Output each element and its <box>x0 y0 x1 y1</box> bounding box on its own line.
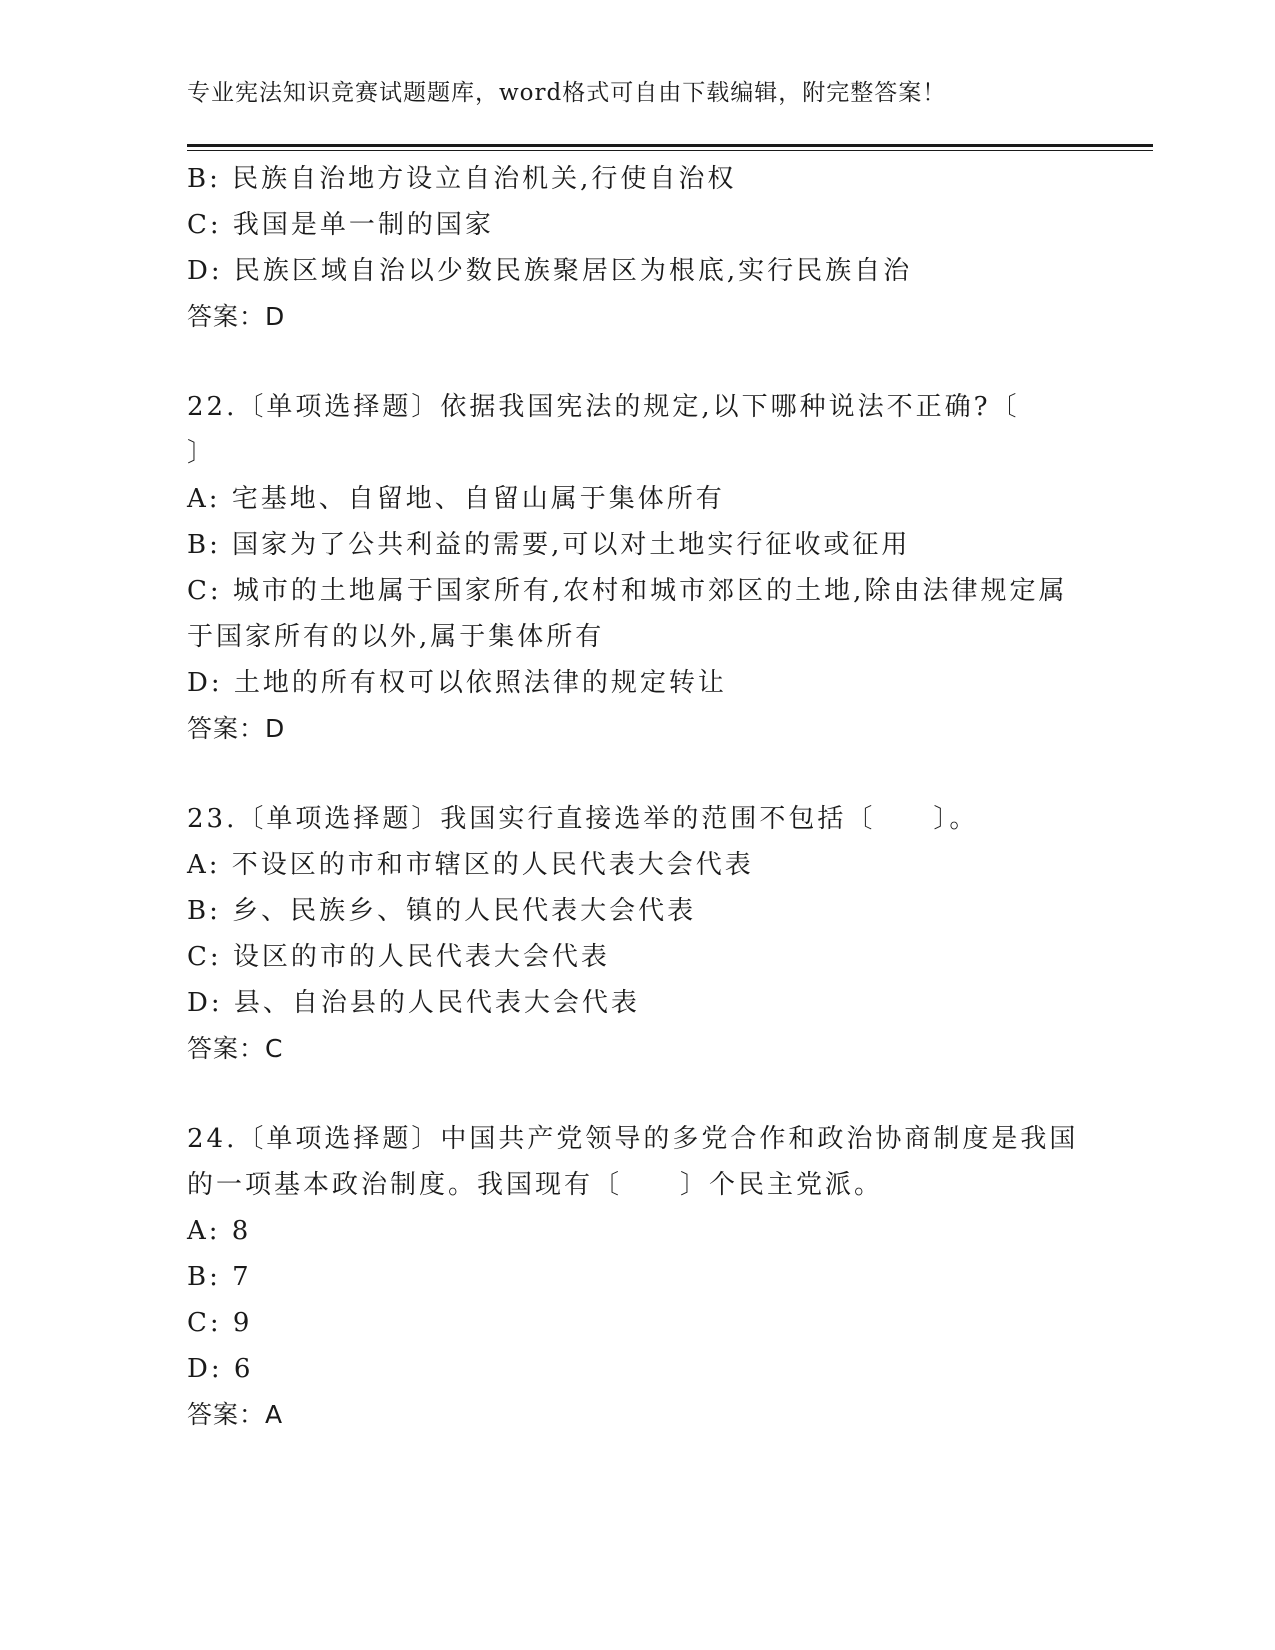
option-d: D: 6 <box>187 1354 254 1384</box>
option-c-continued: 于国家所有的以外,属于集体所有 <box>187 622 605 652</box>
question-23 <box>187 796 1087 1072</box>
question-stem: 22.〔单项选择题〕依据我国宪法的规定,以下哪种说法不正确?〔 <box>187 392 1020 422</box>
option-d: D: 土地的所有权可以依照法律的规定转让 <box>187 668 727 698</box>
option-a: A: 8 <box>187 1216 252 1246</box>
question-21-continued <box>187 156 1087 340</box>
option-d: D: 县、自治县的人民代表大会代表 <box>187 988 640 1018</box>
option-c: C: 我国是单一制的国家 <box>187 210 494 240</box>
question-24 <box>187 1116 1087 1438</box>
option-c: C: 9 <box>187 1308 253 1338</box>
option-c: C: 城市的土地属于国家所有,农村和城市郊区的土地,除由法律规定属 <box>187 576 1068 606</box>
question-stem-continued: 〕 <box>187 438 217 468</box>
option-a: A: 不设区的市和市辖区的人民代表大会代表 <box>187 850 754 880</box>
page-header: 专业宪法知识竞赛试题题库，word格式可自由下载编辑，附完整答案！ <box>187 80 947 106</box>
answer: 答案：D <box>187 302 286 331</box>
option-c: C: 设区的市的人民代表大会代表 <box>187 942 610 972</box>
header-rule-thin <box>187 150 1153 151</box>
question-list <box>187 156 1087 1438</box>
option-d: D: 民族区域自治以少数民族聚居区为根底,实行民族自治 <box>187 256 913 286</box>
option-b: B: 民族自治地方设立自治机关,行使自治权 <box>187 164 737 194</box>
option-a: A: 宅基地、自留地、自留山属于集体所有 <box>187 484 725 514</box>
header-rule-thick <box>187 144 1153 147</box>
option-b: B: 7 <box>187 1262 252 1292</box>
question-22 <box>187 384 1087 752</box>
answer: 答案：D <box>187 714 286 743</box>
question-stem: 23.〔单项选择题〕我国实行直接选举的范围不包括〔 〕。 <box>187 804 979 834</box>
question-stem-continued: 的一项基本政治制度。我国现有〔 〕个民主党派。 <box>187 1170 884 1200</box>
question-stem: 24.〔单项选择题〕中国共产党领导的多党合作和政治协商制度是我国 <box>187 1124 1079 1154</box>
answer: 答案：C <box>187 1034 284 1063</box>
option-b: B: 国家为了公共利益的需要,可以对土地实行征收或征用 <box>187 530 911 560</box>
option-b: B: 乡、民族乡、镇的人民代表大会代表 <box>187 896 697 926</box>
answer: 答案：A <box>187 1400 284 1429</box>
